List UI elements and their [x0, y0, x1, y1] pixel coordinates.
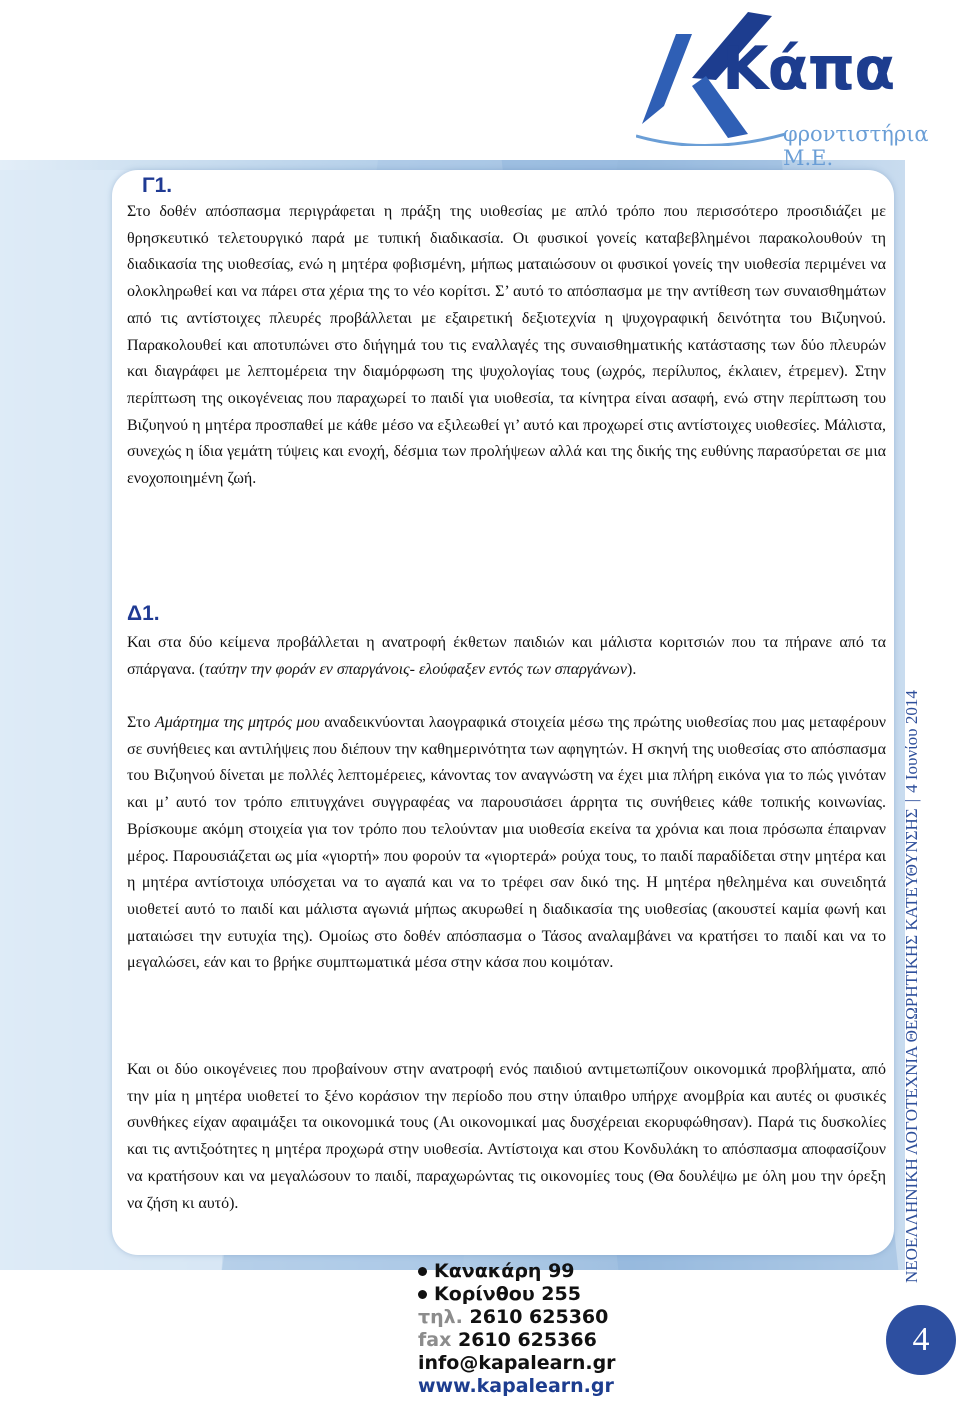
paragraph-g1: Στο δοθέν απόσπασμα περιγράφεται η πράξη της υιοθεσίας με απλό τρόπο που περισσότερο προσιδιάζει με θρησκευτικό τελετουργικό παρά με τυπική διαδικασία. Οι φυσικοί γονείς καταβεβλημένοι παρακολουθούν τη διαδικασία της υιοθεσίας, ενώ η μητέρα φοβισμένη, μήπως ματαιώσουν οι φυσικοί γονείς την υιοθεσία περιμένει να ολοκληρωθεί και να πάρει στα χέρια της το νέο κορίτσι. Σ’ αυτό το απόσπασμα με την αντίθεση των συναισθημάτων από τις αντίστοιχες πλευρές προβάλλεται με εξαιρετική δεξιοτεχνία η ψυχογραφική δεινότητα του Βιζυηνού. Παρακολουθεί και αποτυπώνει στο διήγημά του τις εναλλαγές της συναισθηματικής κατάστασης των δύο πλευρών και διαγράφει με λεπτομέρεια την διαμόρφωση της ψυχολογίας τους (ωχρός, περίλυπος, έκλαιεν, έτρεμεν). Στην περίπτωση της οικογένειας που παραχωρεί το παιδί για υιοθεσία, τα κίνητρα είναι ασαφή, ενώ στην περίπτωση του Βιζυηνού η μητέρα προσπαθεί με κάθε μέσο να εξιλεωθεί γι’ αυτό και προχωρεί στις αντίστοιχες υιοθεσίες. Μάλιστα, συνεχώς η ίδια γεμάτη τύψεις και ενοχή, δέσμια των προλήψεων αλλά και της δικής της ευθύνης παρασύρεται σε μια ενοχοποιημένη ζωή.	[127, 203, 886, 488]
logo-wordmark: Κάπα	[722, 34, 895, 104]
logo-tagline: φροντιστήρια Μ.Ε.	[783, 122, 929, 170]
website-link[interactable]: www.kapalearn.gr	[418, 1375, 614, 1397]
paragraph-d1-closing: Και οι δύο οικογένειες που προβαίνουν στην ανατροφή ενός παιδιού αντιμετωπίζουν οικονομικά προβλήματα, από την μία η μητέρα υιοθετεί το ξένο κοράσιον την περίοδο που στην ύπαιθρο υπήρχε ανομβρία και αυτές οι φυσικές συνθήκες είχαν αφαιμάξει τα οικονομικά τους (Αι οικονομικαί μας δυσχέρειαι εκορυφώθησαν). Παρά τις δυσκολίες και τις αντιξοότητες η μητέρα προχωρά στην υιοθεσία. Αντίστοιχα και στου Κονδυλάκη το απόσπασμα αποφασίζουν να κρατήσουν και να μεγαλώσουν το παιδί, παραχωρώντας τις οικονομίες τους (Θα δουλέψω με όλη μου την όρεξη να ζήση κι αυτό).	[127, 1061, 886, 1212]
page-number-badge: 4	[886, 1305, 956, 1375]
contact-block	[418, 1260, 658, 1398]
d1-intro-quote: ταύτην την φοράν εν σπαργάνοις- ελούφαξεν εντός των σπαργάνων	[204, 660, 627, 678]
d1-main-text: αναδεικνύονται λαογραφικά στοιχεία μέσω της πρώτης υιοθεσίας που μας μεταφέρουν σε συνήθειες και αντιλήψεις που διέπουν την καθημερινότητα των αφηγητών. Η σκηνή της υιοθεσίας στο απόσπασμα του Βιζυηνού δίνεται με πολλές λεπτομέρειες, κάνοντας τον αναγνώστη να έχει μια πλήρη εικόνα για το πώς γινόταν και μ’ αυτό τον τρόπο επιτυγχάνει συγγραφέας να παρουσιάσει άρρητα τις συνήθειες κάθε τοπικής κοινωνίας. Βρίσκουμε ακόμη στοιχεία για τον τρόπο που τελούνταν μια υιοθεσία εκείνα τα χρόνια και ποια πρόσωπα έπαιρναν μέρος. Παρουσιάζεται ως μία «γιορτή» που φορούν τα «γιορτερά» ρούχα τους, το παιδί παραδίδεται στην μητέρα και η μητέρα αντίστοιχα υπόσχεται να το αγαπά και να το τρέφει σαν δικό της. Η μητέρα ηθελημένα και συνειδητά υιοθετεί αυτό το παιδί και μάλιστα αγωνιά μήπως ακυρωθεί η διαδικασία της υιοθεσίας (ακουστεί καμία φωνή και ματαιώσει την ευτυχία της). Ομοίως στο δοθέν απόσπασμα ο Τάσος αναλαμβάνει να κρατήσει το παιδί και να το μεγαλώσει, εάν και το βρήκε συμπτωματικά μέσα στην κάσα που κοιμόταν.	[127, 714, 887, 972]
phone-number: 2610 625360	[469, 1306, 609, 1328]
sidebar-vertical-text	[902, 663, 922, 1283]
fax-label: fax	[418, 1329, 452, 1351]
phone-label: τηλ.	[418, 1306, 463, 1328]
fax-number: 2610 625366	[457, 1329, 597, 1351]
sidebar-separator: |	[902, 798, 921, 803]
section-heading-g1: Γ1.	[142, 174, 173, 197]
d1-main-start: Στο	[127, 714, 155, 731]
section-heading-d1: Δ1.	[127, 602, 160, 625]
paragraph-d1-main	[127, 710, 886, 977]
fax-line	[418, 1329, 658, 1352]
d1-intro-text: Και στα δύο κείμενα προβάλλεται η ανατροφή έκθετων παιδιών και μάλιστα κοριτσιών που τα πήρανε από τα σπάργανα. (	[127, 634, 886, 678]
paragraph-d1-intro	[127, 630, 886, 683]
sidebar-date: 4 Ιουνίου 2014	[902, 690, 921, 793]
sidebar-title: ΝΕΟΕΛΛΗΝΙΚΗ ΛΟΓΟΤΕΧΝΙΑ ΘΕΩΡΗΤΙΚΗΣ ΚΑΤΕΥΘΥΝΣΗΣ	[902, 808, 921, 1283]
address-line-1: Κανακάρη 99	[418, 1260, 658, 1283]
address-line-2: Κορίνθου 255	[418, 1283, 658, 1306]
d1-main-title: Αμάρτημα της μητρός μου	[154, 714, 320, 731]
phone-line	[418, 1306, 658, 1329]
email-link[interactable]: info@kapalearn.gr	[418, 1352, 616, 1374]
d1-intro-end: ).	[626, 660, 637, 678]
kapa-logo	[636, 6, 958, 170]
